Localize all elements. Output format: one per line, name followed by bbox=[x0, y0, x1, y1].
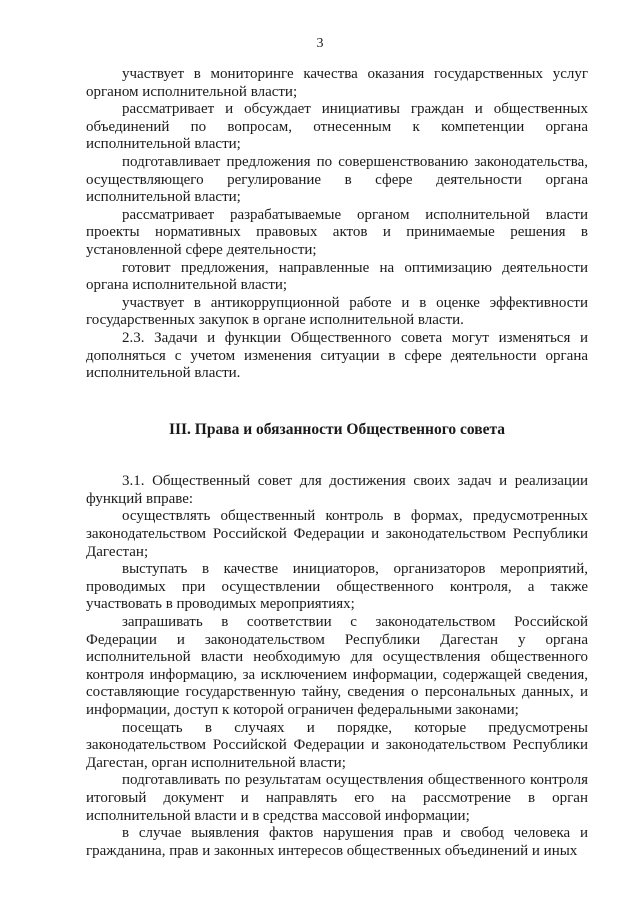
paragraph: участвует в мониторинге качества оказания государственных услуг органом исполнительной власти; bbox=[86, 66, 588, 100]
paragraph: рассматривает и обсуждает инициативы граждан и общественных объединений по вопросам, отнесенным к компетенции органа исполнительной власти; bbox=[86, 101, 588, 153]
paragraph: выступать в качестве инициаторов, организаторов мероприятий, проводимых при осуществлении общественного контроля, а также участвовать в проводимых мероприятиях; bbox=[86, 561, 588, 613]
paragraph: 2.3. Задачи и функции Общественного совета могут изменяться и дополняться с учетом изменения ситуации в сфере деятельности органа исполнительной власти. bbox=[86, 329, 588, 382]
paragraph: подготавливать по результатам осуществления общественного контроля итоговый документ и направлять его на рассмотрение в орган исполнительной власти и в средства массовой информации; bbox=[86, 772, 588, 824]
paragraph: запрашивать в соответствии с законодательством Российской Федерации и законодательством Республики Дагестан у органа исполнительной власти необходимую для осуществления общественного контроля информацию, за исключением информации, содержащей сведения, составляющие государственную тайну, сведения о персональных данных, и информации, доступ к которой ограничен федеральными законами; bbox=[86, 614, 588, 718]
paragraph: посещать в случаях и порядке, которые предусмотрены законодательством Российской Федерации и законодательством Республики Дагестан, орган исполнительной власти; bbox=[86, 719, 588, 771]
paragraph: осуществлять общественный контроль в формах, предусмотренных законодательством Российской Федерации и законодательством Республики Дагестан; bbox=[86, 508, 588, 560]
page-number: 3 bbox=[316, 36, 324, 51]
section-heading: III. Права и обязанности Общественного совета bbox=[168, 420, 506, 438]
paragraph: в случае выявления фактов нарушения прав и свобод человека и гражданина, прав и законных интересов общественных объединений и иных bbox=[86, 825, 588, 859]
paragraph: участвует в антикоррупционной работе и в оценке эффективности государственных закупок в органе исполнительной власти. bbox=[86, 294, 588, 329]
paragraph: подготавливает предложения по совершенствованию законодательства, осуществляющего регулирование в сфере деятельности органа исполнительной власти; bbox=[86, 153, 588, 206]
paragraph: рассматривает разрабатываемые органом исполнительной власти проекты нормативных правовых актов и принимаемые решения в установленной сфере деятельности; bbox=[86, 206, 588, 258]
paragraph: 3.1. Общественный совет для достижения своих задач и реализации функций вправе: bbox=[86, 473, 588, 507]
document-body bbox=[86, 66, 588, 860]
paragraph: готовит предложения, направленные на оптимизацию деятельности органа исполнительной власти; bbox=[86, 259, 588, 294]
